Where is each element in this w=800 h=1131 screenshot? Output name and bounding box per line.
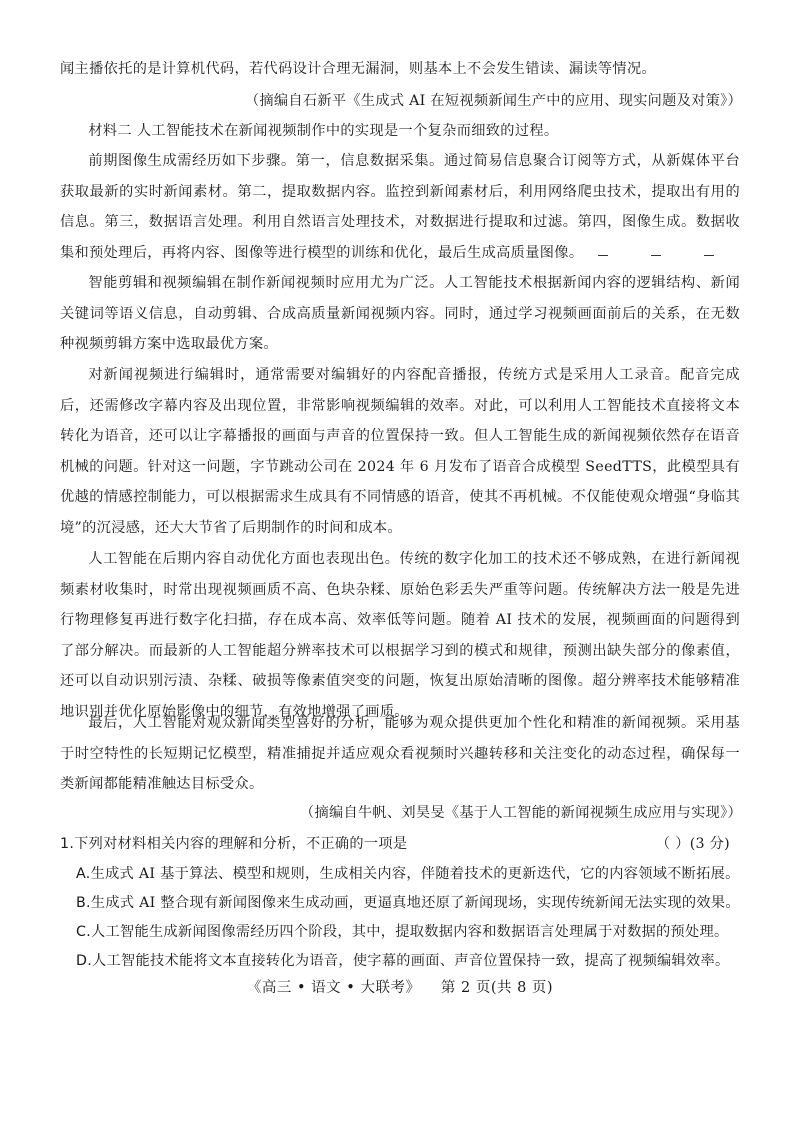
question-text: 下列对材料相关内容的理解和分析，不正确的一项是 (74, 836, 408, 852)
option-b (76, 889, 740, 917)
paragraph-voice-dubbing: 对新闻视频进行编辑时，通常需要对编辑好的内容配音播报，传统方式是采用人工录音。配音完成后，还需修改字幕内容及出现位置，非常影响视频编辑的效率。对此，可以利用人工智能技术直接将文本转化为语音，还可以让字幕播报的画面与声音的位置保持一致。但人工智能生成的新闻视频依然存在语音机械的问题。针对这一问题，字节跳动公司在 2024 年 6 月发布了语音合成模型 SeedTTS，此模型具有优越的情感控制能力，可以根据需求生成具有不同情感的语音，使其不再机械。不仅能使观众增强“身临其境”的沉浸感，还大大节省了后期制作的时间和成本。 (60, 367, 740, 536)
option-key: D. (76, 953, 93, 969)
page-footer: 《高三 • 语文 • 大联考》 第 2 页(共 8 页) (246, 980, 554, 996)
source-citation-1: （摘编自石新平《生成式 AI 在短视频新闻生产中的应用、现实问题及对策》） (244, 93, 742, 109)
option-text: 生成式 AI 整合现有新闻图像来生成动画，更逼真地还原了新闻现场，实现传统新闻无法实现的效果。 (90, 895, 740, 911)
question-1-stem (60, 830, 740, 858)
option-text: 人工智能技术能将文本直接转化为语音，使字幕的画面、声音位置保持一致，提高了视频编辑效率。 (92, 953, 730, 969)
option-text: 生成式 AI 基于算法、模型和规则，生成相关内容，伴随着技术的更新迭代，它的内容领域不断拓展。 (90, 866, 740, 882)
paragraph-post-optimization: 人工智能在后期内容自动优化方面也表现出色。传统的数字化加工的技术还不够成熟，在进行新闻视频素材收集时，时常出现视频画质不高、色块杂糅、原始色彩丢失严重等问题。传统解决方法一般是先进行物理修复再进行数字化扫描，存在成本高、效率低等问题。随着 AI 技术的发展，视频画面的问题得到了部分解决。而最新的人工智能超分辨率技术可以根据学习到的模式和规律，预测出缺失部分的像素值，还可以自动识别污渍、杂糅、破损等像素值突变的问题，恢复出原始清晰的图像。超分辨率技术能够精准地识别并优化原始影像中的细节，有效地增强了画质。 (60, 551, 740, 720)
source-citation-2: （摘编自牛帆、刘昊旻《基于人工智能的新闻视频生成应用与实现》） (299, 805, 742, 821)
paragraph-image-generation: 前期图像生成需经历如下步骤。第一，信息数据采集。通过简易信息聚合订阅等方式，从新媒体平台获取最新的实时新闻素材。第二，提取数据内容。监控到新闻素材后，利用网络爬虫技术，提取出有用的信息。第三，数据语言处理。利用自然语言处理技术，对数据进行提取和过滤。第四，图像生成。数据收集和预处理后，再将内容、图像等进行模型的训练和优化，最后生成高质量图像。 (60, 153, 740, 261)
option-d (76, 947, 740, 975)
option-key: A. (76, 866, 91, 882)
scan-mark (651, 255, 661, 256)
scan-mark (704, 255, 714, 256)
question-number: 1. (60, 836, 75, 852)
option-text: 人工智能生成新闻图像需经历四个阶段，其中，提取数据内容和数据语言处理属于对数据的预处理。 (91, 924, 729, 940)
scan-mark (598, 255, 608, 256)
option-a (76, 860, 740, 888)
material-2-heading: 材料二 人工智能技术在新闻视频制作中的实现是一个复杂而细致的过程。 (88, 123, 559, 139)
answer-blank-score: （ ）(3 分) (655, 836, 730, 852)
option-key: C. (76, 924, 92, 940)
paragraph-audience-analysis: 最后，人工智能对观众新闻类型喜好的分析，能够为观众提供更加个性化和精准的新闻视频。采用基于时空特性的长短期记忆模型，精准捕捉并适应观众看视频时兴趣转移和关注变化的动态过程，确保每一类新闻都能精准触达目标受众。 (60, 715, 740, 792)
paragraph-continuation: 闻主播依托的是计算机代码，若代码设计合理无漏洞，则基本上不会发生错读、漏读等情况。 (60, 61, 657, 77)
option-c (76, 918, 740, 946)
option-key: B. (76, 895, 91, 911)
paragraph-smart-editing: 智能剪辑和视频编辑在制作新闻视频时应用尤为广泛。人工智能技术根据新闻内容的逻辑结构、新闻关键词等语义信息，自动剪辑、合成高质量新闻视频内容。同时，通过学习视频画面前后的关系，在无数种视频剪辑方案中选取最优方案。 (60, 275, 740, 352)
